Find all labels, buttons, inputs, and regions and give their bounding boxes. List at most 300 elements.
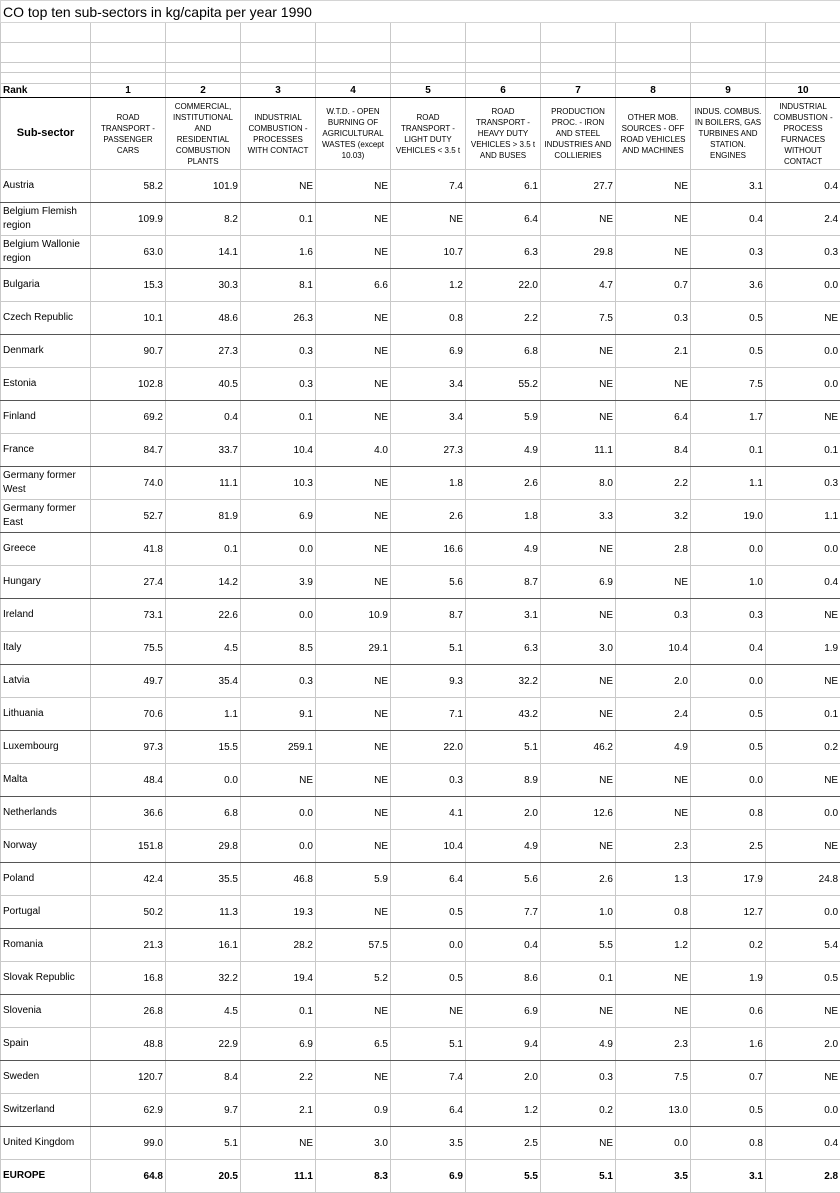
- country-name: Slovenia: [1, 995, 91, 1028]
- value-cell: 0.4: [466, 929, 541, 962]
- value-cell: 2.8: [766, 1160, 840, 1193]
- value-cell: 36.6: [91, 797, 166, 830]
- value-cell: 9.3: [391, 665, 466, 698]
- value-cell: 4.7: [541, 269, 616, 302]
- table-row: [1, 302, 840, 335]
- value-cell: 63.0: [91, 236, 166, 269]
- value-cell: 6.8: [166, 797, 241, 830]
- value-cell: 2.1: [241, 1094, 316, 1127]
- sector-header-row: [1, 98, 840, 170]
- value-cell: 11.3: [166, 896, 241, 929]
- value-cell: NE: [316, 170, 391, 203]
- value-cell: 0.3: [616, 302, 691, 335]
- value-cell: 4.9: [541, 1028, 616, 1061]
- value-cell: 9.4: [466, 1028, 541, 1061]
- value-cell: 16.6: [391, 533, 466, 566]
- value-cell: NE: [316, 764, 391, 797]
- country-name: Spain: [1, 1028, 91, 1061]
- value-cell: 14.2: [166, 566, 241, 599]
- value-cell: 29.8: [541, 236, 616, 269]
- value-cell: 46.2: [541, 731, 616, 764]
- value-cell: 58.2: [91, 170, 166, 203]
- value-cell: NE: [541, 599, 616, 632]
- value-cell: 35.5: [166, 863, 241, 896]
- value-cell: 6.4: [466, 203, 541, 236]
- value-cell: 29.8: [166, 830, 241, 863]
- value-cell: 6.9: [241, 500, 316, 533]
- country-name: Denmark: [1, 335, 91, 368]
- value-cell: 2.6: [466, 467, 541, 500]
- value-cell: 7.5: [616, 1061, 691, 1094]
- value-cell: 15.5: [166, 731, 241, 764]
- value-cell: 1.0: [541, 896, 616, 929]
- table-row: [1, 401, 840, 434]
- value-cell: NE: [541, 830, 616, 863]
- value-cell: 10.4: [616, 632, 691, 665]
- value-cell: NE: [766, 1061, 840, 1094]
- value-cell: 0.5: [691, 698, 766, 731]
- value-cell: NE: [541, 764, 616, 797]
- value-cell: 3.9: [241, 566, 316, 599]
- value-cell: NE: [766, 995, 840, 1028]
- value-cell: 1.6: [691, 1028, 766, 1061]
- value-cell: NE: [391, 995, 466, 1028]
- value-cell: 7.5: [541, 302, 616, 335]
- country-name: Czech Republic: [1, 302, 91, 335]
- value-cell: 4.9: [466, 830, 541, 863]
- table-row: [1, 731, 840, 764]
- value-cell: 8.0: [541, 467, 616, 500]
- value-cell: 12.7: [691, 896, 766, 929]
- sector-header: ROAD TRANSPORT - HEAVY DUTY VEHICLES > 3.5 t AND BUSES: [466, 98, 541, 170]
- value-cell: 3.0: [541, 632, 616, 665]
- value-cell: 43.2: [466, 698, 541, 731]
- value-cell: 0.0: [766, 896, 840, 929]
- value-cell: 2.5: [466, 1127, 541, 1160]
- value-cell: 6.4: [391, 863, 466, 896]
- value-cell: 1.1: [691, 467, 766, 500]
- sector-header: W.T.D. - OPEN BURNING OF AGRICULTURAL WASTES (except 10.03): [316, 98, 391, 170]
- total-row: [1, 1160, 840, 1193]
- table-row: [1, 368, 840, 401]
- value-cell: 30.3: [166, 269, 241, 302]
- country-name: Germany former East: [1, 500, 91, 533]
- value-cell: NE: [766, 302, 840, 335]
- value-cell: 0.3: [766, 467, 840, 500]
- value-cell: 0.1: [766, 434, 840, 467]
- value-cell: 40.5: [166, 368, 241, 401]
- value-cell: 74.0: [91, 467, 166, 500]
- value-cell: NE: [541, 665, 616, 698]
- value-cell: 0.1: [166, 533, 241, 566]
- value-cell: 7.4: [391, 170, 466, 203]
- value-cell: 0.0: [166, 764, 241, 797]
- value-cell: NE: [316, 896, 391, 929]
- value-cell: 0.0: [241, 533, 316, 566]
- value-cell: 0.2: [541, 1094, 616, 1127]
- value-cell: 2.1: [616, 335, 691, 368]
- value-cell: 48.4: [91, 764, 166, 797]
- value-cell: 5.9: [466, 401, 541, 434]
- value-cell: 6.1: [466, 170, 541, 203]
- value-cell: NE: [241, 170, 316, 203]
- value-cell: 9.7: [166, 1094, 241, 1127]
- value-cell: 29.1: [316, 632, 391, 665]
- sector-header: PRODUCTION PROC. - IRON AND STEEL INDUSTRIES AND COLLIERIES: [541, 98, 616, 170]
- value-cell: 99.0: [91, 1127, 166, 1160]
- value-cell: 109.9: [91, 203, 166, 236]
- value-cell: 0.4: [691, 203, 766, 236]
- value-cell: 57.5: [316, 929, 391, 962]
- value-cell: 0.3: [241, 665, 316, 698]
- value-cell: 2.3: [616, 1028, 691, 1061]
- sector-header: INDUSTRIAL COMBUSTION - PROCESSES WITH CONTACT: [241, 98, 316, 170]
- value-cell: 41.8: [91, 533, 166, 566]
- value-cell: 6.8: [466, 335, 541, 368]
- value-cell: 4.5: [166, 632, 241, 665]
- value-cell: 0.5: [691, 731, 766, 764]
- value-cell: 0.0: [241, 599, 316, 632]
- value-cell: 0.4: [166, 401, 241, 434]
- value-cell: NE: [766, 401, 840, 434]
- value-cell: 19.0: [691, 500, 766, 533]
- value-cell: 102.8: [91, 368, 166, 401]
- table-row: [1, 170, 840, 203]
- value-cell: 1.0: [691, 566, 766, 599]
- value-cell: 259.1: [241, 731, 316, 764]
- value-cell: 0.1: [766, 698, 840, 731]
- value-cell: 5.1: [541, 1160, 616, 1193]
- value-cell: 2.6: [391, 500, 466, 533]
- country-name: Hungary: [1, 566, 91, 599]
- value-cell: 2.0: [466, 1061, 541, 1094]
- country-name: Belgium Flemish region: [1, 203, 91, 236]
- value-cell: 8.7: [391, 599, 466, 632]
- value-cell: 2.0: [766, 1028, 840, 1061]
- value-cell: 1.9: [766, 632, 840, 665]
- value-cell: 0.1: [541, 962, 616, 995]
- value-cell: 6.9: [541, 566, 616, 599]
- value-cell: 26.3: [241, 302, 316, 335]
- sector-header: COMMERCIAL, INSTITUTIONAL AND RESIDENTIAL COMBUSTION PLANTS: [166, 98, 241, 170]
- value-cell: 3.5: [391, 1127, 466, 1160]
- value-cell: 62.9: [91, 1094, 166, 1127]
- value-cell: 0.1: [241, 401, 316, 434]
- table-row: [1, 203, 840, 236]
- value-cell: 6.4: [391, 1094, 466, 1127]
- table-row: [1, 269, 840, 302]
- subsector-label: Sub-sector: [1, 98, 91, 170]
- sheet-title: CO top ten sub-sectors in kg/capita per year 1990: [1, 1, 840, 23]
- value-cell: 15.3: [91, 269, 166, 302]
- value-cell: 5.6: [391, 566, 466, 599]
- value-cell: 0.0: [691, 665, 766, 698]
- value-cell: 4.5: [166, 995, 241, 1028]
- value-cell: 0.3: [691, 236, 766, 269]
- value-cell: NE: [766, 665, 840, 698]
- value-cell: NE: [316, 533, 391, 566]
- sector-header: ROAD TRANSPORT - LIGHT DUTY VEHICLES < 3.5 t: [391, 98, 466, 170]
- value-cell: 5.1: [391, 632, 466, 665]
- value-cell: NE: [316, 698, 391, 731]
- value-cell: 0.3: [541, 1061, 616, 1094]
- value-cell: 10.4: [391, 830, 466, 863]
- value-cell: 4.0: [316, 434, 391, 467]
- value-cell: 0.3: [691, 599, 766, 632]
- value-cell: 50.2: [91, 896, 166, 929]
- value-cell: 0.8: [691, 797, 766, 830]
- value-cell: NE: [316, 335, 391, 368]
- value-cell: 6.3: [466, 236, 541, 269]
- value-cell: NE: [541, 401, 616, 434]
- value-cell: 8.9: [466, 764, 541, 797]
- value-cell: 2.0: [466, 797, 541, 830]
- value-cell: 19.4: [241, 962, 316, 995]
- value-cell: 42.4: [91, 863, 166, 896]
- value-cell: NE: [316, 566, 391, 599]
- table-row: [1, 1127, 840, 1160]
- country-name: Romania: [1, 929, 91, 962]
- value-cell: 4.9: [616, 731, 691, 764]
- value-cell: 10.4: [241, 434, 316, 467]
- value-cell: NE: [316, 236, 391, 269]
- value-cell: 0.0: [391, 929, 466, 962]
- value-cell: 27.7: [541, 170, 616, 203]
- value-cell: 3.3: [541, 500, 616, 533]
- value-cell: 1.9: [691, 962, 766, 995]
- country-name: Finland: [1, 401, 91, 434]
- rank-cell: 5: [391, 84, 466, 98]
- country-name: Sweden: [1, 1061, 91, 1094]
- country-name: Austria: [1, 170, 91, 203]
- value-cell: 26.8: [91, 995, 166, 1028]
- value-cell: 1.3: [616, 863, 691, 896]
- table-row: [1, 1094, 840, 1127]
- value-cell: 55.2: [466, 368, 541, 401]
- value-cell: 0.0: [616, 1127, 691, 1160]
- value-cell: NE: [766, 599, 840, 632]
- value-cell: 0.4: [766, 1127, 840, 1160]
- table-row: [1, 1061, 840, 1094]
- value-cell: NE: [766, 830, 840, 863]
- value-cell: 0.0: [766, 1094, 840, 1127]
- value-cell: NE: [616, 236, 691, 269]
- value-cell: 52.7: [91, 500, 166, 533]
- value-cell: 0.5: [391, 962, 466, 995]
- value-cell: 8.6: [466, 962, 541, 995]
- value-cell: 4.1: [391, 797, 466, 830]
- value-cell: NE: [316, 203, 391, 236]
- value-cell: NE: [541, 533, 616, 566]
- value-cell: 0.0: [691, 533, 766, 566]
- value-cell: 2.2: [241, 1061, 316, 1094]
- table-row: [1, 929, 840, 962]
- value-cell: 3.0: [316, 1127, 391, 1160]
- value-cell: NE: [616, 962, 691, 995]
- value-cell: NE: [241, 1127, 316, 1160]
- value-cell: 16.1: [166, 929, 241, 962]
- rank-cell: 8: [616, 84, 691, 98]
- country-name: Poland: [1, 863, 91, 896]
- value-cell: 90.7: [91, 335, 166, 368]
- value-cell: 75.5: [91, 632, 166, 665]
- table-row: [1, 434, 840, 467]
- value-cell: NE: [316, 797, 391, 830]
- value-cell: 8.3: [316, 1160, 391, 1193]
- value-cell: 5.2: [316, 962, 391, 995]
- value-cell: 0.1: [241, 995, 316, 1028]
- value-cell: 0.5: [691, 1094, 766, 1127]
- value-cell: 0.5: [391, 896, 466, 929]
- value-cell: 22.9: [166, 1028, 241, 1061]
- value-cell: 2.4: [616, 698, 691, 731]
- value-cell: 3.2: [616, 500, 691, 533]
- value-cell: NE: [541, 368, 616, 401]
- value-cell: 22.0: [391, 731, 466, 764]
- value-cell: 33.7: [166, 434, 241, 467]
- value-cell: 27.3: [391, 434, 466, 467]
- value-cell: 27.3: [166, 335, 241, 368]
- table-row: [1, 566, 840, 599]
- table-row: [1, 797, 840, 830]
- value-cell: 0.5: [691, 302, 766, 335]
- table-row: [1, 698, 840, 731]
- value-cell: 16.8: [91, 962, 166, 995]
- value-cell: 46.8: [241, 863, 316, 896]
- value-cell: 49.7: [91, 665, 166, 698]
- value-cell: 27.4: [91, 566, 166, 599]
- table-row: [1, 863, 840, 896]
- country-name: Bulgaria: [1, 269, 91, 302]
- value-cell: 0.8: [616, 896, 691, 929]
- value-cell: 0.3: [391, 764, 466, 797]
- value-cell: 5.4: [766, 929, 840, 962]
- value-cell: NE: [316, 368, 391, 401]
- table-row: [1, 335, 840, 368]
- value-cell: 6.3: [466, 632, 541, 665]
- value-cell: NE: [316, 665, 391, 698]
- value-cell: 22.0: [466, 269, 541, 302]
- value-cell: 2.0: [616, 665, 691, 698]
- value-cell: 11.1: [166, 467, 241, 500]
- value-cell: NE: [316, 302, 391, 335]
- value-cell: 0.0: [241, 830, 316, 863]
- value-cell: NE: [541, 1127, 616, 1160]
- value-cell: 1.1: [766, 500, 840, 533]
- value-cell: 151.8: [91, 830, 166, 863]
- value-cell: 70.6: [91, 698, 166, 731]
- value-cell: 32.2: [466, 665, 541, 698]
- value-cell: 0.4: [766, 566, 840, 599]
- country-name: Ireland: [1, 599, 91, 632]
- value-cell: 6.9: [391, 335, 466, 368]
- table-row: [1, 467, 840, 500]
- value-cell: NE: [316, 500, 391, 533]
- rank-cell: 6: [466, 84, 541, 98]
- value-cell: 7.4: [391, 1061, 466, 1094]
- value-cell: NE: [241, 764, 316, 797]
- table-row: [1, 632, 840, 665]
- country-name: France: [1, 434, 91, 467]
- rank-cell: 3: [241, 84, 316, 98]
- value-cell: 0.1: [691, 434, 766, 467]
- value-cell: 10.1: [91, 302, 166, 335]
- value-cell: 9.1: [241, 698, 316, 731]
- value-cell: 2.2: [616, 467, 691, 500]
- value-cell: 0.8: [691, 1127, 766, 1160]
- value-cell: 8.5: [241, 632, 316, 665]
- country-name: Italy: [1, 632, 91, 665]
- value-cell: 84.7: [91, 434, 166, 467]
- value-cell: 7.5: [691, 368, 766, 401]
- value-cell: 0.3: [241, 335, 316, 368]
- value-cell: 2.5: [691, 830, 766, 863]
- value-cell: 0.4: [766, 170, 840, 203]
- value-cell: NE: [541, 698, 616, 731]
- rank-cell: 9: [691, 84, 766, 98]
- value-cell: 2.3: [616, 830, 691, 863]
- value-cell: 7.7: [466, 896, 541, 929]
- value-cell: 0.7: [691, 1061, 766, 1094]
- value-cell: NE: [316, 995, 391, 1028]
- value-cell: 1.7: [691, 401, 766, 434]
- value-cell: 0.2: [691, 929, 766, 962]
- value-cell: 5.1: [391, 1028, 466, 1061]
- value-cell: 19.3: [241, 896, 316, 929]
- value-cell: 101.9: [166, 170, 241, 203]
- value-cell: 6.6: [316, 269, 391, 302]
- value-cell: 3.1: [691, 1160, 766, 1193]
- value-cell: 28.2: [241, 929, 316, 962]
- value-cell: 0.0: [766, 269, 840, 302]
- country-name: Belgium Wallonie region: [1, 236, 91, 269]
- value-cell: 6.9: [391, 1160, 466, 1193]
- rank-cell: 1: [91, 84, 166, 98]
- value-cell: NE: [316, 731, 391, 764]
- country-name: Malta: [1, 764, 91, 797]
- value-cell: 0.0: [766, 797, 840, 830]
- table-row: [1, 764, 840, 797]
- country-name: Portugal: [1, 896, 91, 929]
- value-cell: 7.1: [391, 698, 466, 731]
- value-cell: NE: [616, 764, 691, 797]
- value-cell: 5.1: [466, 731, 541, 764]
- value-cell: 24.8: [766, 863, 840, 896]
- value-cell: 6.5: [316, 1028, 391, 1061]
- value-cell: 3.4: [391, 401, 466, 434]
- value-cell: 1.8: [466, 500, 541, 533]
- value-cell: 6.4: [616, 401, 691, 434]
- rank-cell: 4: [316, 84, 391, 98]
- value-cell: 1.6: [241, 236, 316, 269]
- value-cell: 0.3: [616, 599, 691, 632]
- value-cell: 3.1: [466, 599, 541, 632]
- value-cell: 8.4: [616, 434, 691, 467]
- value-cell: 14.1: [166, 236, 241, 269]
- value-cell: NE: [616, 995, 691, 1028]
- value-cell: 5.1: [166, 1127, 241, 1160]
- value-cell: NE: [616, 368, 691, 401]
- value-cell: 13.0: [616, 1094, 691, 1127]
- value-cell: 0.9: [316, 1094, 391, 1127]
- value-cell: 120.7: [91, 1061, 166, 1094]
- value-cell: 17.9: [691, 863, 766, 896]
- value-cell: 11.1: [241, 1160, 316, 1193]
- value-cell: NE: [541, 335, 616, 368]
- value-cell: 3.4: [391, 368, 466, 401]
- value-cell: 1.2: [466, 1094, 541, 1127]
- value-cell: 4.9: [466, 533, 541, 566]
